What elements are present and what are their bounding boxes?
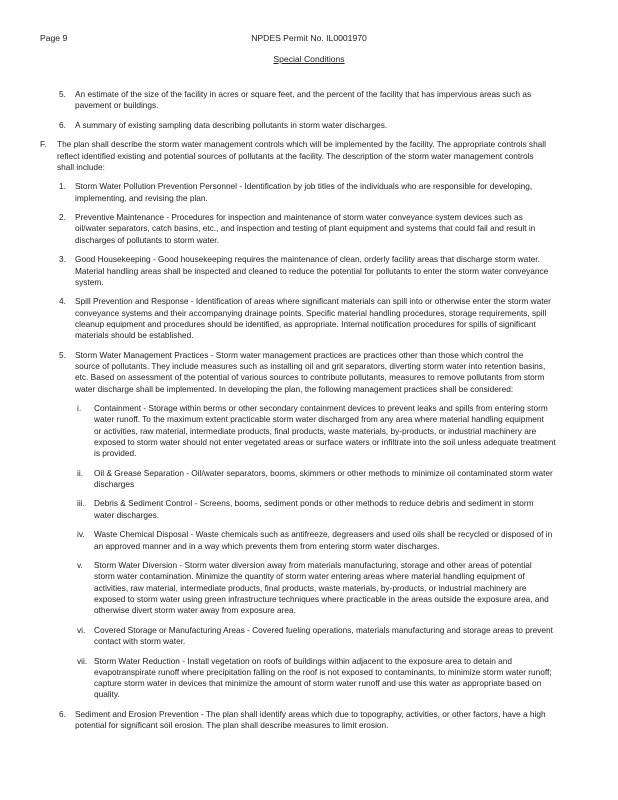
- list-item: [0, 529, 618, 552]
- list-item-text: [94, 656, 618, 701]
- text-line: pavement or buildings.: [75, 100, 159, 111]
- list-item-text: [75, 254, 618, 288]
- text-line: discharges of pollutants to storm water.: [75, 234, 219, 245]
- list-marker: 6.: [59, 708, 66, 719]
- list-marker: 1.: [59, 181, 66, 192]
- list-item-text: [94, 403, 618, 459]
- page-number: Page 9: [40, 33, 68, 43]
- list-item: [0, 625, 618, 648]
- list-item-text: [75, 212, 618, 246]
- text-line: conveyance systems and their accompanying drainage points. Specific material handling procedures, storage requirements, spill: [75, 307, 547, 318]
- text-line: exposed to storm water should not enter vegetated areas or surface waters or infiltrate into the soil unless adequate treatment: [94, 436, 556, 447]
- text-line: discharges: [94, 479, 135, 489]
- list-marker: 3.: [59, 254, 66, 265]
- text-line: materials should be established.: [75, 330, 194, 341]
- text-line: Covered Storage or Manufacturing Areas - Covered fueling operations, materials manufacturing and storage areas to prevent: [94, 624, 553, 635]
- text-line: Storm Water Management Practices - Storm water management practices are practices other than those which control the: [75, 349, 524, 360]
- text-line: Sediment and Erosion Prevention - The plan shall identify areas which due to topography, activities, or other factors, have a high: [75, 708, 546, 719]
- list-item: [0, 296, 618, 341]
- list-item-text: [94, 468, 618, 491]
- list-marker: v.: [77, 560, 83, 571]
- document-body: [0, 89, 618, 740]
- text-line: storm water contamination. Minimize the quantity of storm water entering areas where material handling equipment of: [94, 571, 525, 582]
- list-item: [0, 468, 618, 491]
- text-line: An estimate of the size of the facility in acres or square feet, and the percent of the facility that has impervious areas such as: [75, 89, 532, 99]
- text-line: system.: [75, 276, 104, 287]
- text-line: Containment - Storage within berms or other secondary containment devices to prevent leaks and spills from entering storm: [94, 403, 548, 414]
- text-line: water discharges.: [94, 509, 160, 520]
- text-line: Oil & Grease Separation - Oil/water separators, booms, skimmers or other methods to minimize oil contaminated storm water: [94, 467, 553, 478]
- list-marker: vii.: [77, 655, 88, 666]
- text-line: oil/water separators, catch basins, etc., and inspection and testing of plant equipment and systems that could fail and result in: [75, 223, 536, 234]
- list-marker: 5.: [59, 349, 66, 360]
- text-line: exposed to storm water using green infrastructure techniques where practicable in the areas outside the exposure area, and: [94, 593, 549, 604]
- list-item: [0, 212, 618, 246]
- list-item: [0, 656, 618, 701]
- list-item: [0, 139, 618, 173]
- text-line: quality.: [94, 689, 120, 700]
- list-item: [0, 254, 618, 288]
- text-line: water runoff. To the maximum extent practicable storm water discharged from any area where material handling equipment: [94, 414, 544, 425]
- list-marker: iv.: [77, 529, 85, 540]
- text-line: potential for significant soil erosion. The plan shall describe measures to limit erosion.: [75, 720, 389, 731]
- list-marker: 2.: [59, 212, 66, 223]
- list-marker: vi.: [77, 624, 86, 635]
- list-marker: ii.: [77, 467, 83, 478]
- text-line: is provided.: [94, 448, 137, 459]
- list-marker: 4.: [59, 296, 66, 307]
- list-marker: F.: [40, 139, 47, 150]
- text-line: capture storm water in devices that minimize the amount of storm water runoff and use this water as appropriate based on: [94, 678, 542, 689]
- text-line: shall include:: [57, 161, 105, 172]
- text-line: otherwise divert storm water away from exposure area.: [94, 605, 296, 616]
- list-item-text: [75, 709, 618, 732]
- text-line: source of pollutants. They include measures such as installing oil and grit separators, diverting storm water into retention basins,: [75, 360, 546, 371]
- text-line: Debris & Sediment Control - Screens, booms, sediment ponds or other methods to reduce debris and sediment in storm: [94, 498, 534, 509]
- text-line: The plan shall describe the storm water management controls which will be implemented by the facility. The appropriate controls shall: [57, 139, 546, 150]
- text-line: an approved manner and in a way which prevents them from entering storm water discharges.: [94, 540, 440, 551]
- text-line: contact with storm water.: [94, 636, 186, 647]
- section-title: [0, 54, 618, 64]
- text-line: water discharge shall be implemented. In developing the plan, the following management practices shall be considered:: [75, 383, 514, 394]
- list-item: [0, 181, 618, 204]
- list-item: [0, 498, 618, 521]
- list-item-text: [75, 181, 618, 204]
- list-item-text: [94, 560, 618, 616]
- list-item: [0, 709, 618, 732]
- text-line: Material handling areas shall be inspected and cleaned to reduce the potential for pollutants to enter the storm water conveyance: [75, 265, 549, 276]
- text-line: etc. Based on assessment of the potential of various sources to contribute pollutants, measures to remove pollutants from storm: [75, 372, 545, 383]
- list-item-text: [57, 139, 618, 173]
- text-line: implementing, and revising the plan.: [75, 192, 208, 203]
- list-item-text: [75, 120, 618, 131]
- text-line: activities, raw material, intermediate products, final products, waste materials, by-products, or industrial machinery are: [94, 582, 527, 593]
- text-line: Spill Prevention and Response - Identification of areas where significant materials can spill into or otherwise enter the storm water: [75, 296, 551, 307]
- list-item: [0, 350, 618, 395]
- list-item-text: [94, 625, 618, 648]
- list-item-text: [94, 529, 618, 552]
- text-line: Storm Water Reduction - Install vegetation on roofs of buildings within adjacent to the exposure area to detain and: [94, 655, 513, 666]
- list-marker: 6.: [59, 119, 66, 130]
- list-item-text: [75, 350, 618, 395]
- text-line: Storm Water Diversion - Storm water diversion away from materials manufacturing, storage and other areas of potential: [94, 560, 532, 571]
- text-line: cleanup equipment and procedures should be identified, as appropriate. Internal notification procedures for spills of significant: [75, 318, 536, 329]
- list-item: [0, 560, 618, 616]
- text-line: evapotranspirate runoff where precipitation falling on the roof is not exposed to contaminants, to minimize storm water runoff;: [94, 666, 552, 677]
- list-item-text: [75, 296, 618, 341]
- text-line: Waste Chemical Disposal - Waste chemicals such as antifreeze, degreasers and used oils shall be recycled or disposed of in: [94, 529, 553, 540]
- list-marker: i.: [77, 403, 82, 414]
- list-item-text: [75, 89, 618, 112]
- list-item-text: [94, 498, 618, 521]
- text-line: Good Housekeeping - Good housekeeping requires the maintenance of clean, orderly facility areas that discharge storm water.: [75, 254, 540, 265]
- list-item: [0, 403, 618, 459]
- section-title-text: Special Conditions: [273, 54, 345, 64]
- text-line: Preventive Maintenance - Procedures for inspection and maintenance of storm water conveyance system devices such as: [75, 212, 523, 223]
- text-line: reflect identified existing and potential sources of pollutants at the facility. The description of the storm water management controls: [57, 150, 534, 161]
- list-marker: iii.: [77, 498, 85, 509]
- list-item: [0, 89, 618, 112]
- list-item: [0, 120, 618, 131]
- text-line: Storm Water Pollution Prevention Personnel - Identification by job titles of the individuals who are responsible for developing,: [75, 181, 533, 192]
- text-line: or activities, raw material, intermediate products, final products, waste materials, by-products, or industrial machinery are: [94, 425, 537, 436]
- text-line: A summary of existing sampling data describing pollutants in storm water discharges.: [75, 119, 388, 130]
- permit-number: NPDES Permit No. IL0001970: [251, 33, 367, 43]
- list-marker: 5.: [59, 89, 66, 99]
